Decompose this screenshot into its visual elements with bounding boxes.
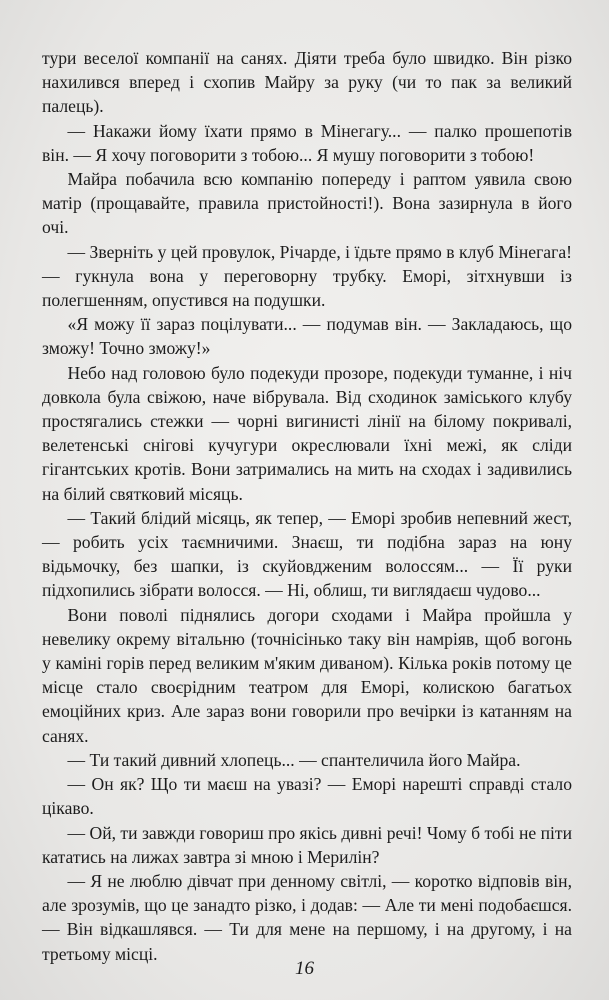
paragraph-1: тури веселої компанії на санях. Діяти треба було швидко. Він різко нахилився вперед і схопив Майру за руку (чи то пак за великий палець). [42, 48, 572, 117]
paragraph-2: — Накажи йому їхати прямо в Мінегагу... — палко прошепотів він. — Я хочу поговорити з тобою... Я мушу поговорити з тобою! [42, 120, 572, 165]
paragraph-5: «Я можу її зараз поцілувати... — подумав він. — Закладаюсь, що зможу! Точно зможу!» [42, 314, 572, 359]
paragraph-3: Майра побачила всю компанію попереду і раптом уявила свою матір (прощавайте, правила пристойності!). Вона зазирнула в його очі. [42, 169, 572, 238]
paragraph-12: — Я не люблю дівчат при денному світлі, — коротко відповів він, але зрозумів, що це занадто різко, і додав: — Але ти мені подобаєшся. — Він відкашлявся. — Ти для мене на першому, і на другому, і на третьому місці. [42, 870, 572, 964]
paragraph-8: Вони поволі піднялись догори сходами і Майра пройшла у невелику окрему вітальню (точнісінько таку він намріяв, щоб вогонь у каміні горів перед великим м'яким диваном). Кілька років потому це місце стало своєрідним театром для Еморі, колискою багатьох емоційних криз. Але зараз вони говорили про вечірки із катанням на санях. [42, 604, 572, 746]
paragraph-6: Небо над головою було подекуди прозоре, подекуди туманне, і ніч довкола була свіжою, наче вібрувала. Від сходинок заміського клубу простягались стежки — чорні вигинисті лінії на білому покривалі, велетенські снігові кучугури окреслювали їхні межі, як сліди гігантських кротів. Вони затримались на мить на сходах і задивились на білий святковий місяць. [42, 362, 572, 504]
paragraph-11: — Ой, ти завжди говориш про якісь дивні речі! Чому б тобі не піти кататись на лижах завтра зі мною і Мерилін? [42, 822, 572, 867]
paragraph-7: — Такий блідий місяць, як тепер, — Еморі зробив непевний жест, — робить усіх таємничими. Знаєш, ти подібна зараз на юну відьмочку, без шапки, із скуйовдженим волоссям... — Її руки підхопились зібрати волосся. — Ні, облиш, ти виглядаєш чудово... [42, 507, 572, 601]
paragraph-10: — Он як? Що ти маєш на увазі? — Еморі нарешті справді стало цікаво. [42, 774, 572, 819]
paragraph-4: — Зверніть у цей провулок, Річарде, і їдьте прямо в клуб Мінегага! — гукнула вона у переговорну трубку. Еморі, зітхнувши із полегшенням, опустився на подушки. [42, 241, 572, 311]
body-text [42, 46, 572, 966]
page-number: 16 [295, 958, 314, 979]
paragraph-9: — Ти такий дивний хлопець... — спантеличила його Майра. [67, 749, 521, 770]
